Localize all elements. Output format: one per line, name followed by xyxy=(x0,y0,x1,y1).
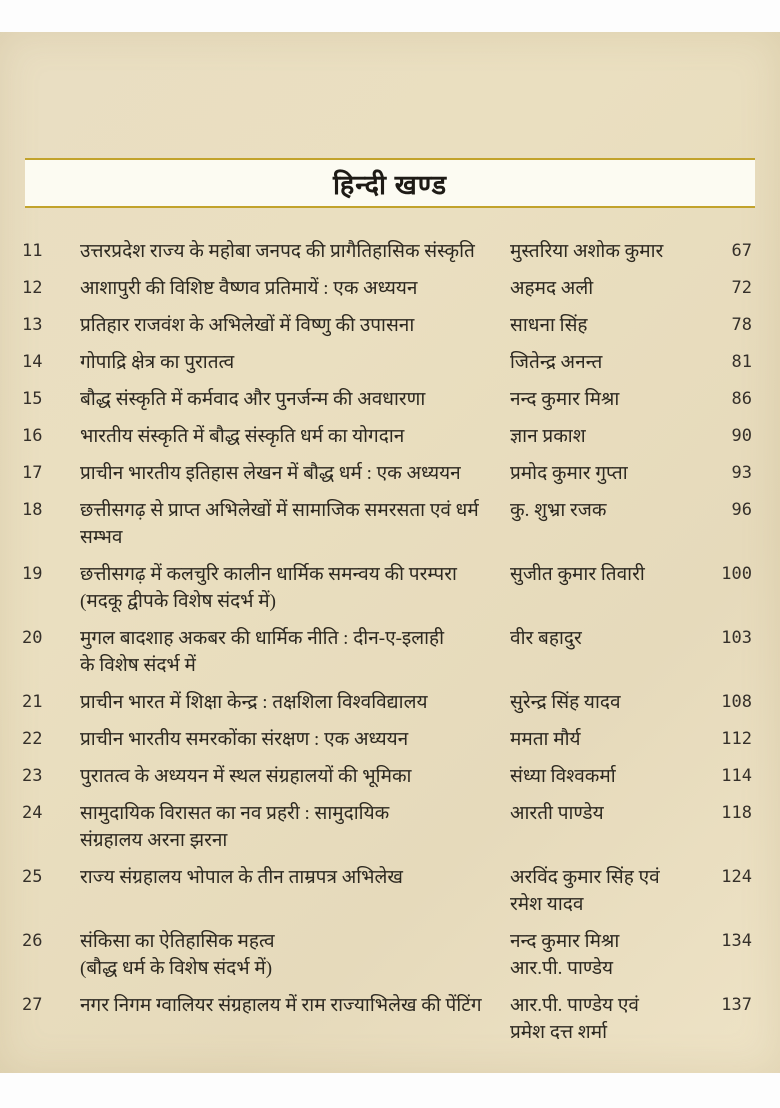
toc-entry xyxy=(22,726,752,753)
entry-page: 90 xyxy=(731,426,752,446)
entry-page: 72 xyxy=(731,278,752,298)
toc-entry xyxy=(22,349,752,376)
entry-author-cell xyxy=(510,275,706,302)
entry-title: पुरातत्व के अध्ययन में स्थल संग्रहालयों की भूमिका xyxy=(80,766,412,787)
entry-page: 93 xyxy=(731,463,752,483)
entry-title: छत्तीसगढ़ से प्राप्त अभिलेखों में सामाजिक समरसता एवं धर्म सम्भव xyxy=(80,500,479,548)
entry-title: सामुदायिक विरासत का नव प्रहरी : सामुदायिक xyxy=(80,803,390,824)
entry-author-cell xyxy=(510,460,706,487)
entry-author: मुस्तरिया अशोक कुमार xyxy=(510,241,664,262)
entry-author: सुजीत कुमार तिवारी xyxy=(510,564,645,585)
entry-page: 108 xyxy=(721,692,752,712)
toc-entry xyxy=(22,763,752,790)
entry-author-cell xyxy=(510,726,706,753)
entry-author: संध्या विश्वकर्मा xyxy=(510,766,616,787)
entry-number: 16 xyxy=(22,426,43,446)
entry-author-line2: आर.पी. पाण्डेय xyxy=(510,958,614,979)
entry-page: 134 xyxy=(721,931,752,951)
entry-author: साधना सिंह xyxy=(510,315,588,336)
entry-author-cell xyxy=(510,992,706,1046)
entry-number: 24 xyxy=(22,803,43,823)
entry-title-cell xyxy=(80,238,510,265)
entry-author-cell xyxy=(510,625,706,652)
toc-entry xyxy=(22,497,752,551)
entry-title-cell xyxy=(80,423,510,450)
entry-page: 114 xyxy=(721,766,752,786)
entry-number: 13 xyxy=(22,315,43,335)
entry-author: नन्द कुमार मिश्रा xyxy=(510,389,620,410)
entry-author-cell xyxy=(510,349,706,376)
entry-number: 22 xyxy=(22,729,43,749)
entry-title-cell xyxy=(80,275,510,302)
entry-author-cell xyxy=(510,238,706,265)
entry-page: 112 xyxy=(721,729,752,749)
entry-author-cell xyxy=(510,928,706,982)
entry-title: प्राचीन भारतीय इतिहास लेखन में बौद्ध धर्म : एक अध्ययन xyxy=(80,463,461,484)
entry-title-cell xyxy=(80,460,510,487)
entry-number: 21 xyxy=(22,692,43,712)
entry-page: 103 xyxy=(721,628,752,648)
entry-author-cell xyxy=(510,386,706,413)
entry-title-cell xyxy=(80,349,510,376)
entry-number: 11 xyxy=(22,241,43,261)
entry-author: ज्ञान प्रकाश xyxy=(510,426,586,447)
entry-author-cell xyxy=(510,561,706,588)
entry-title-cell xyxy=(80,763,510,790)
entry-author: अरविंद कुमार सिंह एवं xyxy=(510,867,660,888)
entry-author: अहमद अली xyxy=(510,278,594,299)
entry-author-cell xyxy=(510,763,706,790)
toc-entry xyxy=(22,928,752,982)
toc-entry xyxy=(22,864,752,918)
entry-title-cell xyxy=(80,864,510,891)
entry-page: 67 xyxy=(731,241,752,261)
entry-title-cell xyxy=(80,726,510,753)
entry-author: आर.पी. पाण्डेय एवं xyxy=(510,995,639,1016)
entry-number: 18 xyxy=(22,500,43,520)
toc-entry xyxy=(22,992,752,1046)
entry-title-line2: (बौद्ध धर्म के विशेष संदर्भ में) xyxy=(80,958,273,979)
toc-entry xyxy=(22,423,752,450)
entry-title-cell xyxy=(80,497,510,551)
entry-page: 78 xyxy=(731,315,752,335)
entry-title: प्राचीन भारत में शिक्षा केन्द्र : तक्षशिला विश्वविद्यालय xyxy=(80,692,428,713)
entry-author: आरती पाण्डेय xyxy=(510,803,604,824)
entry-title-cell xyxy=(80,625,510,679)
entry-author-cell xyxy=(510,312,706,339)
entry-number: 12 xyxy=(22,278,43,298)
toc-list xyxy=(0,238,780,1056)
entry-author-cell xyxy=(510,800,706,827)
toc-entry xyxy=(22,312,752,339)
entry-number: 14 xyxy=(22,352,43,372)
entry-page: 86 xyxy=(731,389,752,409)
entry-author: वीर बहादुर xyxy=(510,628,582,649)
entry-number: 19 xyxy=(22,564,43,584)
entry-page: 81 xyxy=(731,352,752,372)
entry-author-line2: प्रमेश दत्त शर्मा xyxy=(510,1022,608,1043)
entry-author-cell xyxy=(510,689,706,716)
entry-title: उत्तरप्रदेश राज्य के महोबा जनपद की प्रागैतिहासिक संस्कृति xyxy=(80,241,475,262)
toc-entry xyxy=(22,625,752,679)
entry-title-cell xyxy=(80,689,510,716)
paper-background xyxy=(0,32,780,1073)
entry-author: प्रमोद कुमार गुप्ता xyxy=(510,463,628,484)
entry-title-cell xyxy=(80,386,510,413)
entry-number: 25 xyxy=(22,867,43,887)
entry-title: संकिसा का ऐतिहासिक महत्व xyxy=(80,931,275,952)
toc-entry xyxy=(22,800,752,854)
entry-number: 20 xyxy=(22,628,43,648)
entry-author: जितेन्द्र अनन्त xyxy=(510,352,603,373)
entry-title-cell xyxy=(80,312,510,339)
toc-entry xyxy=(22,275,752,302)
entry-page: 118 xyxy=(721,803,752,823)
entry-page: 124 xyxy=(721,867,752,887)
entry-page: 96 xyxy=(731,500,752,520)
entry-title-line2: संग्रहालय अरना झरना xyxy=(80,830,228,851)
entry-title: छत्तीसगढ़ में कलचुरि कालीन धार्मिक समन्वय की परम्परा xyxy=(80,564,457,585)
entry-title-cell xyxy=(80,928,510,982)
entry-author: सुरेन्द्र सिंह यादव xyxy=(510,692,621,713)
entry-author: कु. शुभ्रा रजक xyxy=(510,500,607,521)
entry-author: नन्द कुमार मिश्रा xyxy=(510,931,620,952)
toc-entry xyxy=(22,386,752,413)
entry-number: 26 xyxy=(22,931,43,951)
entry-author: ममता मौर्य xyxy=(510,729,581,750)
section-title: हिन्दी खण्ड xyxy=(332,169,448,200)
entry-title: नगर निगम ग्वालियर संग्रहालय में राम राज्याभिलेख की पेंटिंग xyxy=(80,995,482,1016)
entry-title: प्रतिहार राजवंश के अभिलेखों में विष्णु की उपासना xyxy=(80,315,415,336)
entry-page: 100 xyxy=(721,564,752,584)
entry-title: गोपाद्रि क्षेत्र का पुरातत्व xyxy=(80,352,235,373)
toc-entry xyxy=(22,689,752,716)
entry-title: राज्य संग्रहालय भोपाल के तीन ताम्रपत्र अभिलेख xyxy=(80,867,403,888)
entry-title: मुगल बादशाह अकबर की धार्मिक नीति : दीन-ए-इलाही xyxy=(80,628,445,649)
entry-number: 27 xyxy=(22,995,43,1015)
entry-title-cell xyxy=(80,992,510,1019)
entry-number: 23 xyxy=(22,766,43,786)
entry-title-line2: के विशेष संदर्भ में xyxy=(80,655,196,676)
entry-title-cell xyxy=(80,561,510,615)
section-header xyxy=(25,158,755,208)
entry-title: आशापुरी की विशिष्ट वैष्णव प्रतिमायें : एक अध्ययन xyxy=(80,278,418,299)
entry-title: बौद्ध संस्कृति में कर्मवाद और पुनर्जन्म की अवधारणा xyxy=(80,389,426,410)
toc-entry xyxy=(22,238,752,265)
entry-author-cell xyxy=(510,497,706,524)
entry-page: 137 xyxy=(721,995,752,1015)
entry-title-cell xyxy=(80,800,510,854)
toc-entry xyxy=(22,561,752,615)
entry-author-cell xyxy=(510,423,706,450)
entry-title: प्राचीन भारतीय समरकोंका संरक्षण : एक अध्ययन xyxy=(80,729,409,750)
entry-number: 15 xyxy=(22,389,43,409)
entry-title: भारतीय संस्कृति में बौद्ध संस्कृति धर्म का योगदान xyxy=(80,426,405,447)
entry-number: 17 xyxy=(22,463,43,483)
entry-author-cell xyxy=(510,864,706,918)
toc-entry xyxy=(22,460,752,487)
entry-author-line2: रमेश यादव xyxy=(510,894,584,915)
entry-title-line2: (मदकू द्वीपके विशेष संदर्भ में) xyxy=(80,591,276,612)
